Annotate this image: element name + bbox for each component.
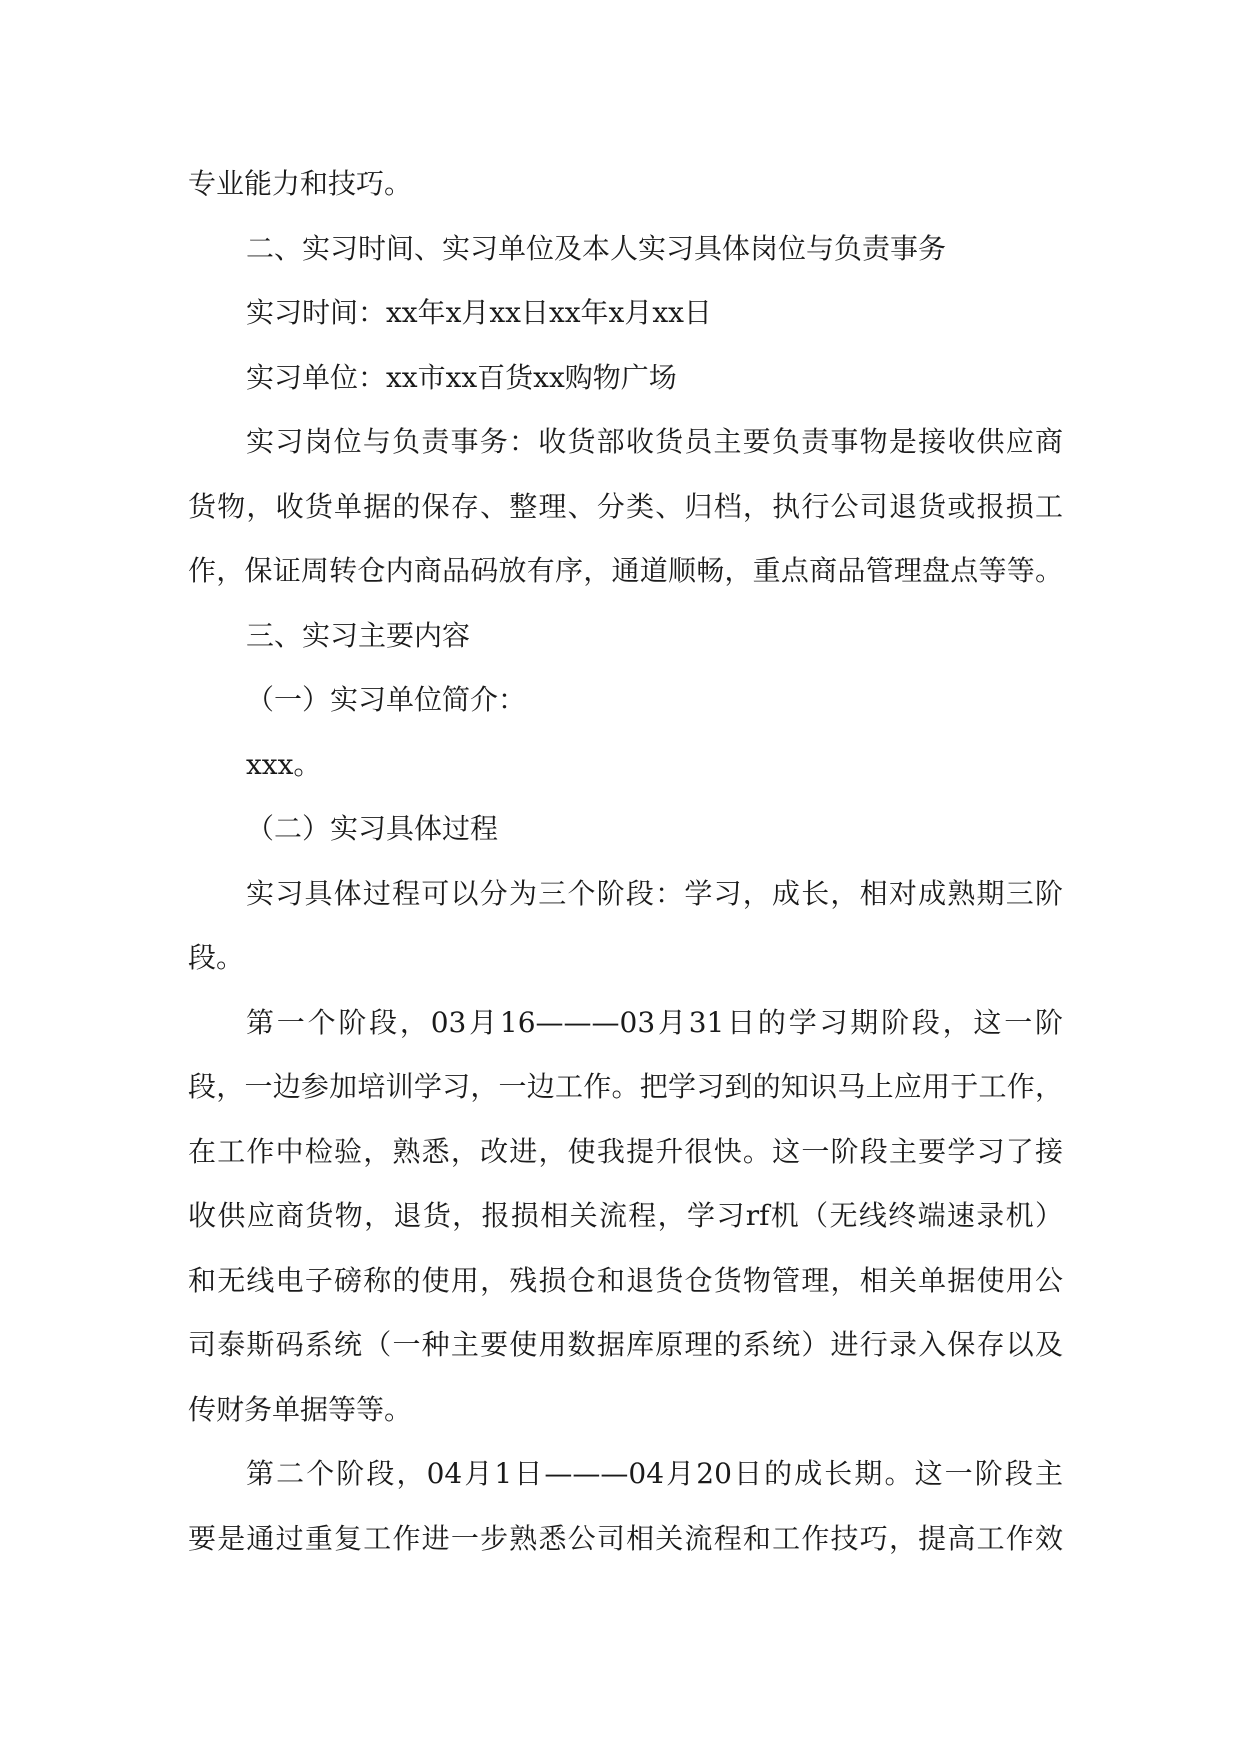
- document-body: [188, 152, 1063, 1571]
- subsection-heading: （二）实习具体过程: [246, 812, 499, 845]
- paragraph-line: 第二个阶段，04月1日———04月20日的成长期。这一阶段主: [246, 1457, 1063, 1490]
- paragraph-line: 作，保证周转仓内商品码放有序，通道顺畅，重点商品管理盘点等等。: [188, 554, 1063, 587]
- paragraph-line: 实习时间：xx年x月xx日xx年x月xx日: [246, 296, 712, 329]
- paragraph-line: 段。: [188, 941, 245, 974]
- paragraph-line: xxx。: [246, 747, 322, 781]
- paragraph-line: 在工作中检验，熟悉，改进，使我提升很快。这一阶段主要学习了接: [188, 1134, 1063, 1168]
- paragraph-line: 传财务单据等等。: [188, 1392, 413, 1426]
- paragraph-line: 和无线电子磅称的使用，残损仓和退货仓货物管理，相关单据使用公: [188, 1263, 1063, 1297]
- paragraph-line: 实习岗位与负责事务：收货部收货员主要负责事物是接收供应商: [246, 425, 1063, 458]
- paragraph-line: 要是通过重复工作进一步熟悉公司相关流程和工作技巧，提高工作效: [188, 1521, 1063, 1555]
- paragraph-line: 司泰斯码系统（一种主要使用数据库原理的系统）进行录入保存以及: [188, 1328, 1063, 1361]
- section-heading: 三、实习主要内容: [246, 618, 471, 652]
- paragraph-line: 货物，收货单据的保存、整理、分类、归档，执行公司退货或报损工: [188, 489, 1063, 523]
- paragraph-line: 段，一边参加培训学习，一边工作。把学习到的知识马上应用于工作，: [188, 1070, 1063, 1103]
- section-heading: 二、实习时间、实习单位及本人实习具体岗位与负责事务: [246, 231, 947, 265]
- paragraph-line: 专业能力和技巧。: [188, 167, 413, 200]
- subsection-heading: （一）实习单位简介：: [246, 683, 527, 716]
- paragraph-line: 实习单位：xx市xx百货xx购物广场: [246, 360, 677, 394]
- paragraph-line: 收供应商货物，退货，报损相关流程，学习rf机（无线终端速录机）: [188, 1199, 1063, 1232]
- paragraph-line: 第一个阶段，03月16———03月31日的学习期阶段，这一阶: [246, 1005, 1063, 1039]
- paragraph-line: 实习具体过程可以分为三个阶段：学习，成长，相对成熟期三阶: [246, 876, 1063, 910]
